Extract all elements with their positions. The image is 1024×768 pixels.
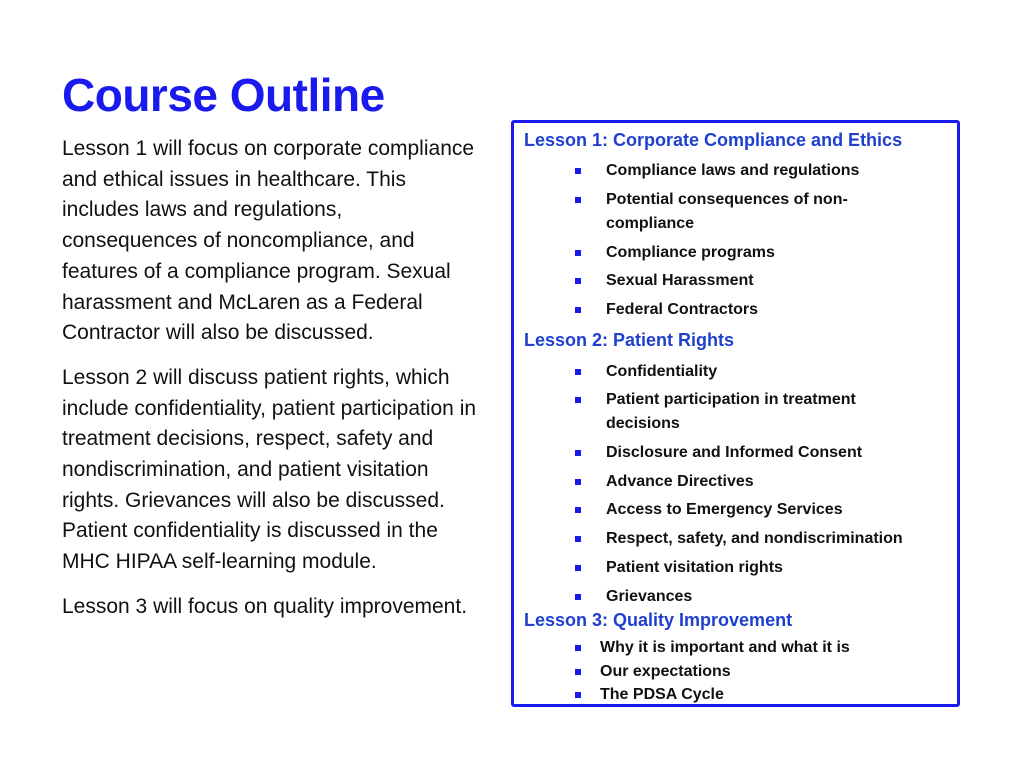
course-description bbox=[62, 134, 482, 637]
list-item: The PDSA Cycle bbox=[600, 683, 940, 707]
list-item: Confidentiality bbox=[606, 360, 946, 384]
list-item: Patient participation in treatment decisions bbox=[606, 388, 946, 436]
list-item: Sexual Harassment bbox=[606, 269, 946, 293]
square-bullet-icon bbox=[575, 278, 581, 284]
lesson2-description: Lesson 2 will discuss patient rights, which include confidentiality, patient participation in treatment decisions, respect, safety and nondiscrimination, and patient visitation rights. Grievances will also be discussed. Patient confidentiality is discussed in the MHC HIPAA self-learning module. bbox=[62, 365, 477, 574]
square-bullet-icon bbox=[575, 450, 581, 456]
list-item: Patient visitation rights bbox=[606, 556, 946, 580]
list-item: Advance Directives bbox=[606, 470, 946, 494]
square-bullet-icon bbox=[575, 565, 581, 571]
square-bullet-icon bbox=[575, 479, 581, 485]
list-item: Access to Emergency Services bbox=[606, 498, 946, 522]
list-item: Our expectations bbox=[600, 660, 940, 684]
square-bullet-icon bbox=[575, 197, 581, 203]
square-bullet-icon bbox=[575, 168, 581, 174]
square-bullet-icon bbox=[575, 669, 581, 675]
list-item: Respect, safety, and nondiscrimination bbox=[606, 527, 946, 551]
square-bullet-icon bbox=[575, 536, 581, 542]
square-bullet-icon bbox=[575, 692, 581, 698]
lesson2-heading: Lesson 2: Patient Rights bbox=[524, 330, 735, 350]
lesson3-heading: Lesson 3: Quality Improvement bbox=[524, 610, 793, 630]
outline-box bbox=[511, 120, 960, 707]
lesson3-description: Lesson 3 will focus on quality improvement. bbox=[62, 594, 468, 618]
page-title: Course Outline bbox=[62, 69, 385, 121]
lesson1-heading: Lesson 1: Corporate Compliance and Ethics bbox=[524, 130, 903, 150]
square-bullet-icon bbox=[575, 594, 581, 600]
square-bullet-icon bbox=[575, 397, 581, 403]
square-bullet-icon bbox=[575, 645, 581, 651]
lesson1-description: Lesson 1 will focus on corporate compliance and ethical issues in healthcare. This includes laws and regulations, consequences of noncompliance, and features of a compliance program. Sexual harassment and McLaren as a Federal Contractor will also be discussed. bbox=[62, 137, 475, 345]
square-bullet-icon bbox=[575, 507, 581, 513]
square-bullet-icon bbox=[575, 307, 581, 313]
list-item: Why it is important and what it is bbox=[600, 636, 940, 660]
list-item: Compliance laws and regulations bbox=[606, 159, 946, 183]
square-bullet-icon bbox=[575, 369, 581, 375]
list-item: Grievances bbox=[606, 585, 946, 609]
list-item: Federal Contractors bbox=[606, 298, 946, 322]
list-item: Potential consequences of non-compliance bbox=[606, 188, 946, 236]
list-item: Disclosure and Informed Consent bbox=[606, 441, 946, 465]
square-bullet-icon bbox=[575, 250, 581, 256]
list-item: Compliance programs bbox=[606, 241, 946, 265]
